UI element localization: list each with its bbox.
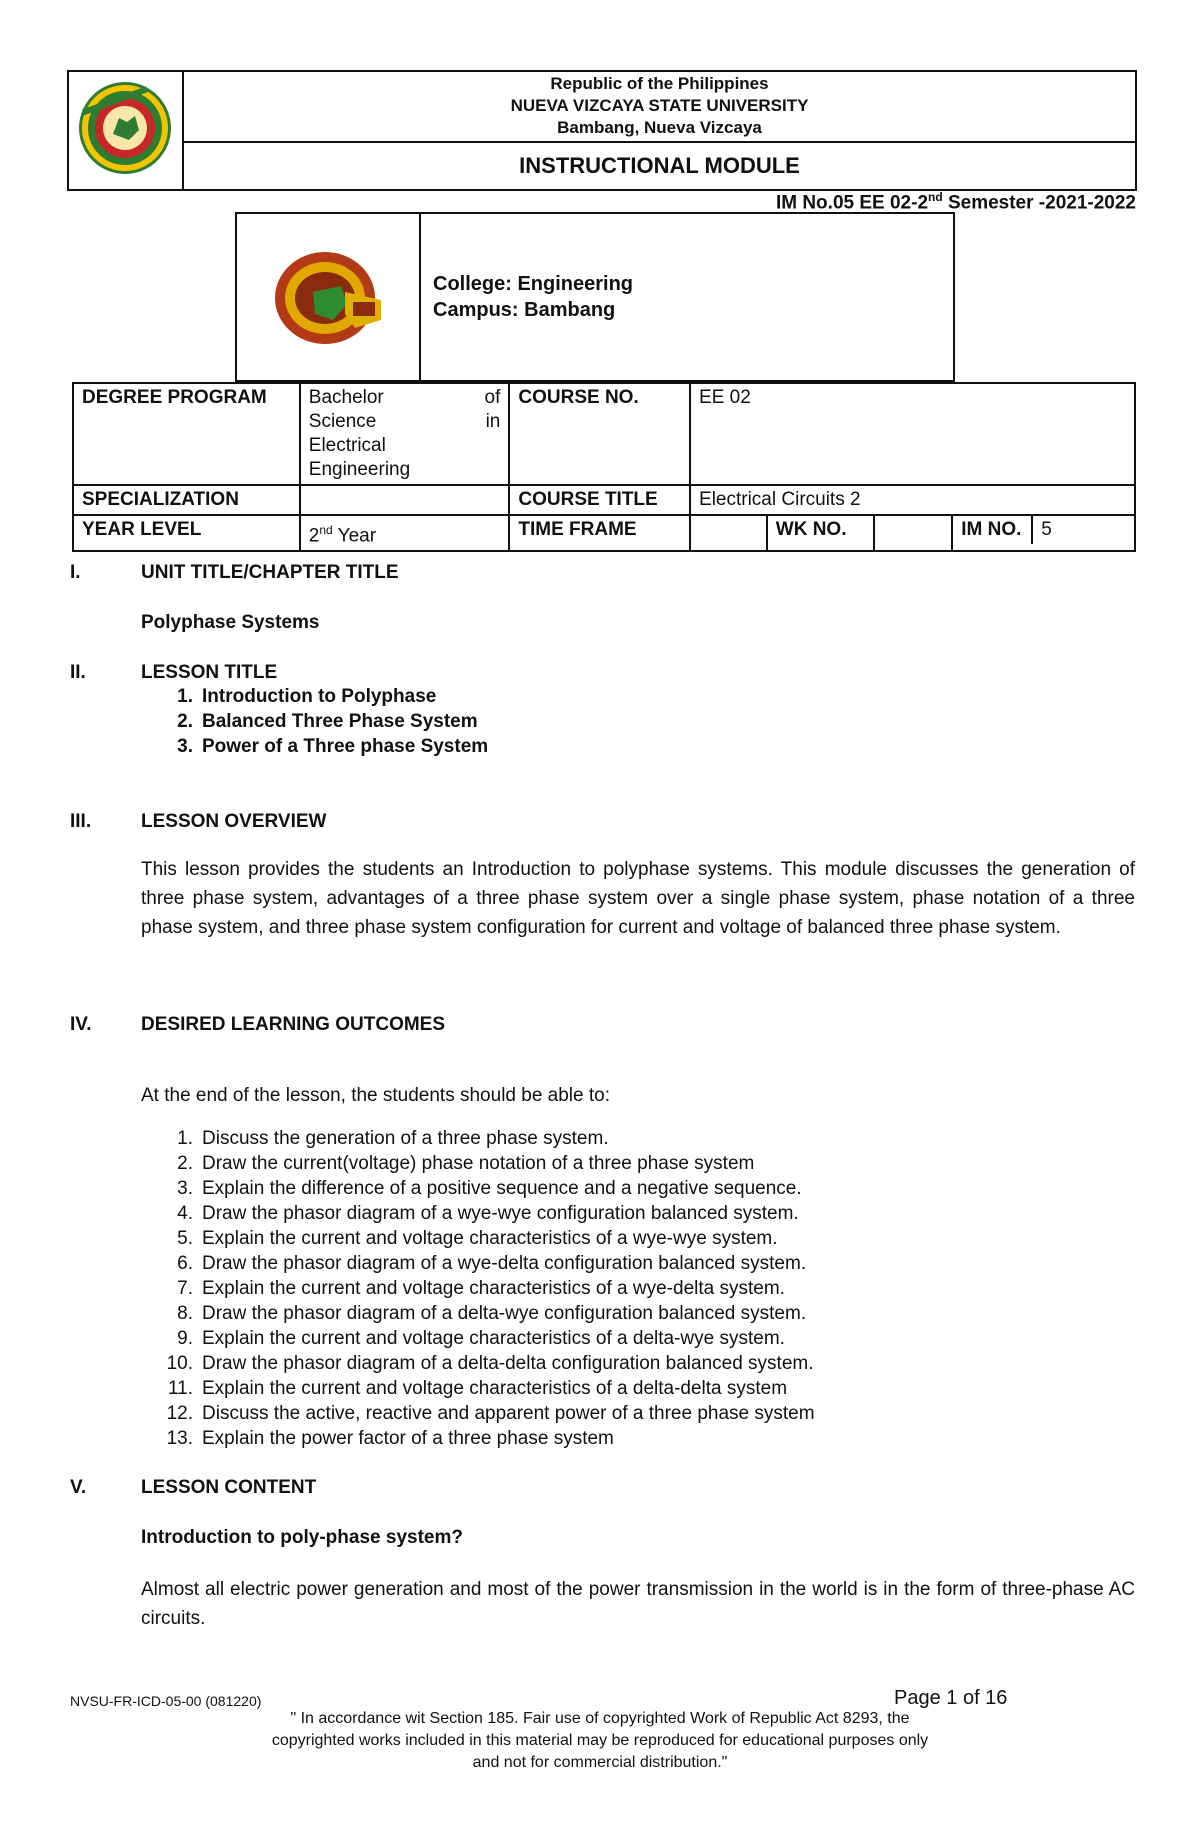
module-title: INSTRUCTIONAL MODULE: [183, 142, 1136, 190]
header-box: [67, 70, 1137, 191]
im-no-label: IM NO.: [953, 516, 1033, 544]
section-3-title: LESSON OVERVIEW: [141, 811, 327, 832]
university-seal-logo: [69, 72, 181, 184]
college-name: College: Engineering: [433, 273, 634, 295]
college-logo-cell: [236, 213, 420, 381]
degree-program-value: [300, 383, 510, 485]
time-frame-value: [690, 515, 767, 551]
list-item: 2. Balanced Three Phase System: [177, 711, 478, 732]
campus-name: Campus: Bambang: [433, 299, 616, 321]
list-item: 10. Draw the phasor diagram of a delta-delta configuration balanced system.: [166, 1353, 814, 1374]
degree-word: in: [485, 411, 501, 432]
list-item: 3. Explain the difference of a positive sequence and a negative sequence.: [177, 1178, 802, 1199]
im-no-cell: [952, 515, 1135, 551]
university-location: Bambang, Nueva Vizcaya: [557, 118, 762, 138]
list-item: 4. Draw the phasor diagram of a wye-wye configuration balanced system.: [177, 1203, 799, 1224]
unit-title: Polyphase Systems: [141, 612, 320, 633]
content-subtitle: Introduction to poly-phase system?: [141, 1527, 463, 1548]
university-seal-cell: [68, 71, 183, 190]
section-1-number: I.: [70, 562, 81, 583]
list-item: 2. Draw the current(voltage) phase notation of a three phase system: [177, 1153, 755, 1174]
list-item: 6. Draw the phasor diagram of a wye-delta configuration balanced system.: [177, 1253, 807, 1274]
list-item: 1. Discuss the generation of a three phase system.: [177, 1128, 609, 1149]
course-title-value: Electrical Circuits 2: [690, 485, 1135, 515]
degree-word: of: [484, 387, 501, 408]
section-2-title: LESSON TITLE: [141, 662, 278, 683]
learning-outcomes-list: [141, 1126, 815, 1451]
section-2-number: II.: [70, 662, 86, 683]
republic-text: Republic of the Philippines: [550, 74, 769, 94]
section-1-title: UNIT TITLE/CHAPTER TITLE: [141, 562, 399, 583]
list-item: 7. Explain the current and voltage characteristics of a wye-delta system.: [177, 1278, 785, 1299]
course-no-label: COURSE NO.: [509, 383, 690, 485]
engineering-logo: [263, 240, 393, 350]
header-lines: [183, 71, 1136, 142]
im-number-sup: nd: [928, 190, 943, 204]
list-item: 9. Explain the current and voltage characteristics of a delta-wye system.: [177, 1328, 785, 1349]
year-number: 2: [308, 525, 320, 547]
specialization-value: [300, 485, 510, 515]
college-info: [420, 213, 954, 381]
im-number-prefix: IM No.05 EE 02-2: [775, 192, 929, 214]
course-no-value: EE 02: [690, 383, 1135, 485]
degree-word: Science: [308, 411, 377, 432]
year-rest: Year: [332, 525, 377, 547]
course-info-table: [72, 382, 1136, 552]
form-code: NVSU-FR-ICD-05-00 (081220): [70, 1693, 262, 1709]
list-item: 1. Introduction to Polyphase: [177, 686, 437, 707]
degree-word: Electrical: [308, 435, 386, 456]
list-item: 8. Draw the phasor diagram of a delta-wye configuration balanced system.: [177, 1303, 807, 1324]
specialization-label: SPECIALIZATION: [73, 485, 300, 515]
im-no-value: 5: [1041, 519, 1052, 540]
list-item: 3. Power of a Three phase System: [177, 736, 489, 757]
list-item: 13. Explain the power factor of a three phase system: [166, 1428, 614, 1449]
time-frame-label: TIME FRAME: [509, 515, 690, 551]
degree-program-label: DEGREE PROGRAM: [73, 383, 300, 485]
year-sup: nd: [319, 523, 333, 537]
section-5-number: V.: [70, 1477, 87, 1498]
course-title-label: COURSE TITLE: [509, 485, 690, 515]
list-item: 5. Explain the current and voltage characteristics of a wye-wye system.: [177, 1228, 778, 1249]
college-box: [235, 212, 955, 382]
wk-no-value: [874, 515, 953, 551]
lesson-overview-text: This lesson provides the students an Introduction to polyphase systems. This module discusses the generation of three phase system, advantages of a three phase system over a single phase system, phase notation of a three phase system, and three phase system configuration for current and voltage of balanced three phase system.: [141, 859, 1135, 938]
list-item: 11. Explain the current and voltage characteristics of a delta-delta system: [167, 1378, 788, 1399]
degree-word: Engineering: [308, 459, 411, 480]
section-5-title: LESSON CONTENT: [141, 1477, 317, 1498]
university-name: NUEVA VIZCAYA STATE UNIVERSITY: [510, 96, 809, 116]
im-number-suffix: Semester -2021-2022: [942, 192, 1136, 214]
lesson-content-text: Almost all electric power generation and most of the power transmission in the world is in the form of three-phase AC circuits.: [141, 1579, 1135, 1629]
page-number: Page 1 of 16: [894, 1687, 1008, 1709]
lesson-title-list: [141, 684, 488, 759]
year-level-label: YEAR LEVEL: [73, 515, 300, 551]
section-4-title: DESIRED LEARNING OUTCOMES: [141, 1014, 446, 1035]
degree-word: Bachelor: [308, 387, 384, 408]
copyright-note: " In accordance wit Section 185. Fair use of copyrighted Work of Republic Act 8293, the copyrighted works included in this material may be reproduced for educational purposes only and not for commercial distribution.": [271, 1710, 929, 1771]
im-number: [776, 190, 1136, 214]
outcomes-intro: At the end of the lesson, the students should be able to:: [141, 1085, 610, 1106]
wk-no-label: WK NO.: [767, 515, 874, 551]
section-4-number: IV.: [70, 1014, 92, 1035]
section-3-number: III.: [70, 811, 92, 832]
year-level-value: [300, 515, 510, 551]
list-item: 12. Discuss the active, reactive and apparent power of a three phase system: [166, 1403, 815, 1424]
